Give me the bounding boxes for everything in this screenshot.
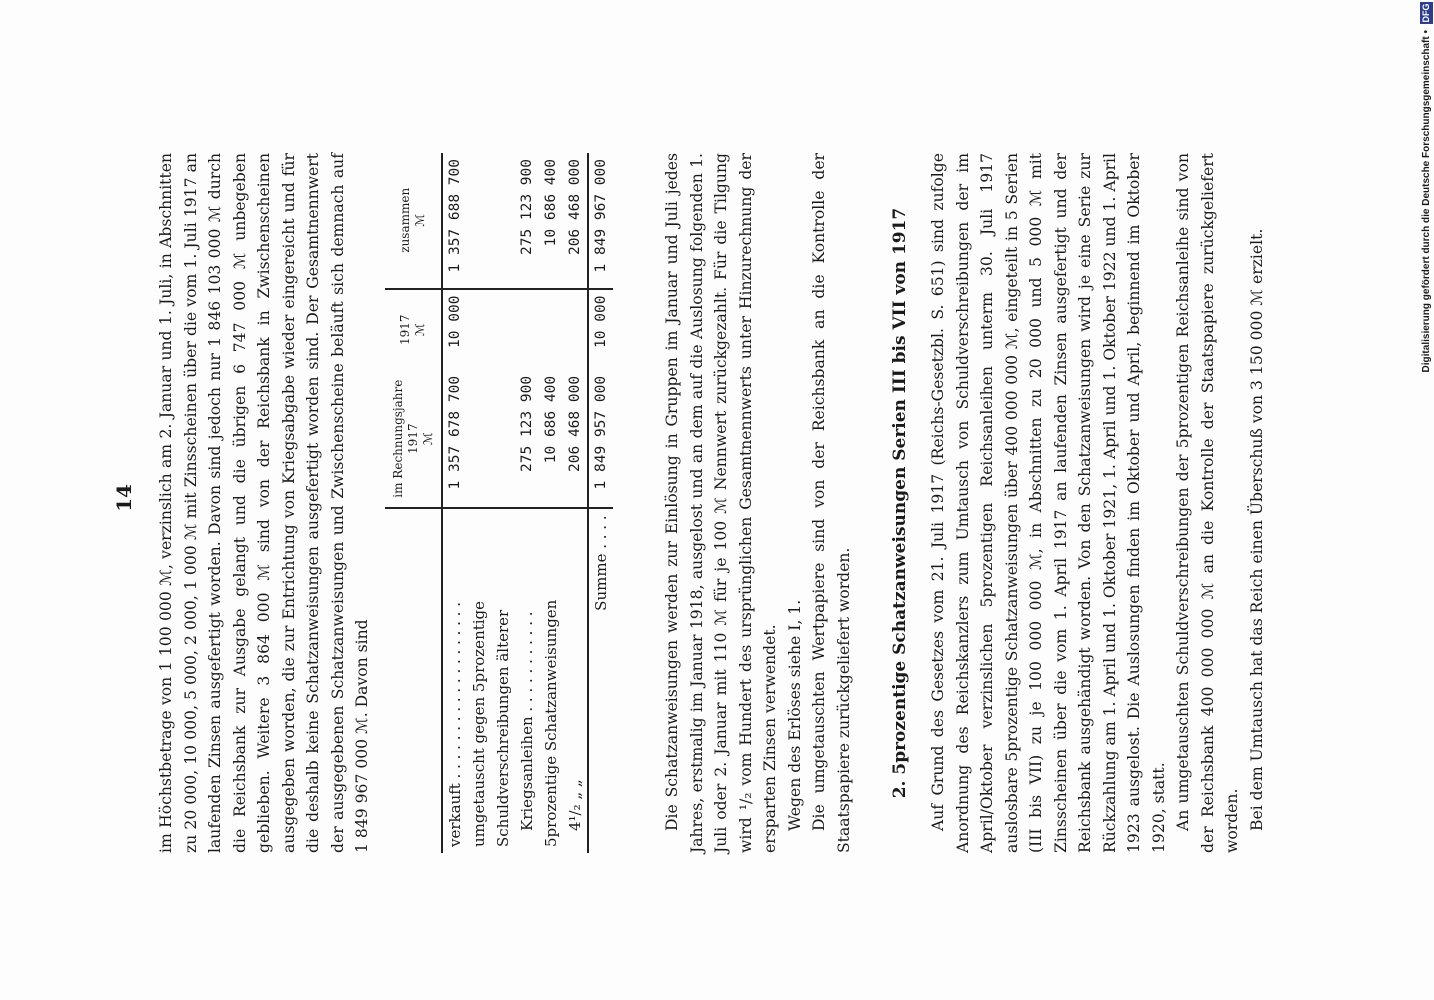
table-row (563, 153, 588, 853)
header-unit-2: ℳ (413, 323, 427, 337)
header-total: zusammen (398, 187, 412, 253)
row-label: 5prozentige Schatzanweisungen (542, 599, 560, 847)
row-value-3: 275 123 900 (515, 153, 539, 289)
row-value-1 (467, 370, 515, 508)
header-label-cell (385, 508, 442, 853)
section-2-paragraphs (926, 153, 1269, 853)
paragraph: Bei dem Umtausch hat das Reich einen Überschuß von 3 150 000 ℳ erzielt. (1247, 228, 1266, 831)
section-heading: 2. 5prozentige Schatzanweisungen Serien III bis VII von 1917 (890, 207, 910, 799)
row-value-3: 10 686 400 (539, 153, 563, 289)
row-value-1: 10 686 400 (539, 370, 563, 508)
row-label: umgetauscht gegen 5prozentige Schuldverschreibungen älterer (470, 600, 512, 847)
redemption-paragraphs (660, 153, 856, 853)
row-value-1: 275 123 900 (515, 370, 539, 508)
sum-value-2: 10 000 (588, 289, 613, 370)
sum-label: Summe . . . . (588, 508, 613, 853)
page-number: 14 (112, 484, 136, 512)
intro-paragraph (154, 153, 375, 853)
table-row (467, 153, 515, 853)
header-year-2: 1917 (398, 314, 412, 346)
header-unit-3: ℳ (413, 213, 427, 227)
row-value-3: 1 357 688 700 (442, 153, 467, 289)
row-label: Kriegsanleihen . . . . . . . . . . . (518, 611, 536, 831)
table-sum-row (588, 153, 613, 853)
header-rechnungsjahre: im Rechnungsjahre (390, 379, 405, 498)
row-label: 4¹/₂ „ „ (566, 779, 584, 831)
sum-value-3: 1 849 967 000 (588, 153, 613, 289)
row-value-3: 206 468 000 (563, 153, 588, 289)
paragraph: im Höchstbetrage von 1 100 000 ℳ, verzinslich am 2. Januar und 1. Juli, in Abschnitten zu 20 000, 10 000, 5 000, 2 000, 1 000 ℳ mit Zinsscheinen über die vom 1. Juli 1917 an laufenden Zinsen ausgefertigt worden. Davon sind jedoch nur 1 846 103 000 ℳ durch die Reichsbank zur Ausgabe gelangt und die übrigen 6 747 000 ℳ unbegeben geblieben. Weitere 3 864 000 ℳ sind von der Reichsbank in Zwischenscheinen ausgegeben worden, die zur Entrichtung von Kriegsabgabe wieder eingereicht und für die deshalb keine Schatzanweisungen ausgefertigt worden sind. Der Gesamtnennwert der ausgegebenen Schatzanweisungen und Zwischenscheine beläuft sich demnach auf 1 849 967 000 ℳ. Davon sind (157, 153, 371, 853)
header-unit-1: ℳ (420, 432, 435, 446)
paragraph: Die Schatzanweisungen werden zur Einlösung in Gruppen im Januar und Juli jedes Jahres, erstmalig im Januar 1918, ausgelost und an dem auf die Auslosung folgenden 1. Juli oder 2. Januar mit 110 ℳ für je 100 ℳ Nennwert zurückgezahlt. Für die Tilgung wird ¹/₂ vom Hundert des ursprünglichen Gesamtnennwerts unter Hinzurechnung der ersparten Zinsen verwendet. (663, 153, 779, 853)
table-row (442, 153, 467, 853)
row-value-3 (467, 153, 515, 289)
issuance-table (385, 153, 613, 853)
header-year-1: 1917 (405, 423, 420, 454)
row-label: verkauft . . . . . . . . . . . . . . . . . . . (446, 602, 464, 847)
sidebar-credit (1420, 0, 1434, 1000)
row-value-2 (515, 289, 539, 370)
row-value-2: 10 000 (447, 295, 463, 348)
sum-value-1: 1 849 957 000 (588, 370, 613, 508)
paragraph: Die umgetauschten Wertpapiere sind von der Reichsbank an die Kontrolle der Staatspapiere zurückgeliefert worden. (810, 153, 853, 853)
paragraph: An umgetauschten Schuldverschreibungen der 5prozentigen Reichsanleihe sind von der Reichsbank 400 000 000 ℳ an die Kontrolle der Staatspapiere zurückgeliefert worden. (1174, 153, 1241, 853)
table-header-row (385, 153, 442, 853)
sidebar-credit-text: Digitalisierung gefördert durch die Deutsche Forschungsgemeinschaft • (1421, 30, 1432, 373)
row-value-2 (539, 289, 563, 370)
sidebar-rotated (1420, 0, 1434, 1000)
header-col-2 (385, 289, 442, 370)
header-col-1 (385, 370, 442, 508)
row-value-2 (467, 289, 515, 370)
row-value-1: 1 357 678 700 (442, 370, 467, 508)
row-value-1: 206 468 000 (563, 370, 588, 508)
paragraph: Auf Grund des Gesetzes vom 21. Juli 1917 (Reichs-Gesetzbl. S. 651) sind zufolge Anordnung des Reichskanzlers zum Umtausch von Schuldverschreibungen der im April/Oktober verzinslichen 5prozentigen Reichsanleihen unterm 30. Juli 1917 auslosbare 5prozentige Schatzanweisungen über 400 000 000 ℳ, eingeteilt in 5 Serien (III bis VII) zu je 100 000 000 ℳ, in Abschnitten zu 20 000 und 5 000 ℳ mit Zinsscheinen über die vom 1. April 1917 an laufenden Zinsen ausgefertigt und der Reichsbank ausgehändigt worden. Von den Schatzanweisungen wird je eine Serie zur Rückzahlung am 1. April und 1. Oktober 1921, 1. April und 1. Oktober 1922 und 1. April 1923 ausgelost. Die Auslosungen finden im Oktober und April, beginnend im Oktober 1920, statt. (929, 152, 1168, 853)
dfg-logo: DFG (1421, 3, 1431, 23)
header-col-3 (385, 153, 442, 289)
table-row (515, 153, 539, 853)
table-row (539, 153, 563, 853)
paragraph: Wegen des Erlöses siehe I, 1. (785, 599, 804, 831)
row-value-2 (563, 289, 588, 370)
